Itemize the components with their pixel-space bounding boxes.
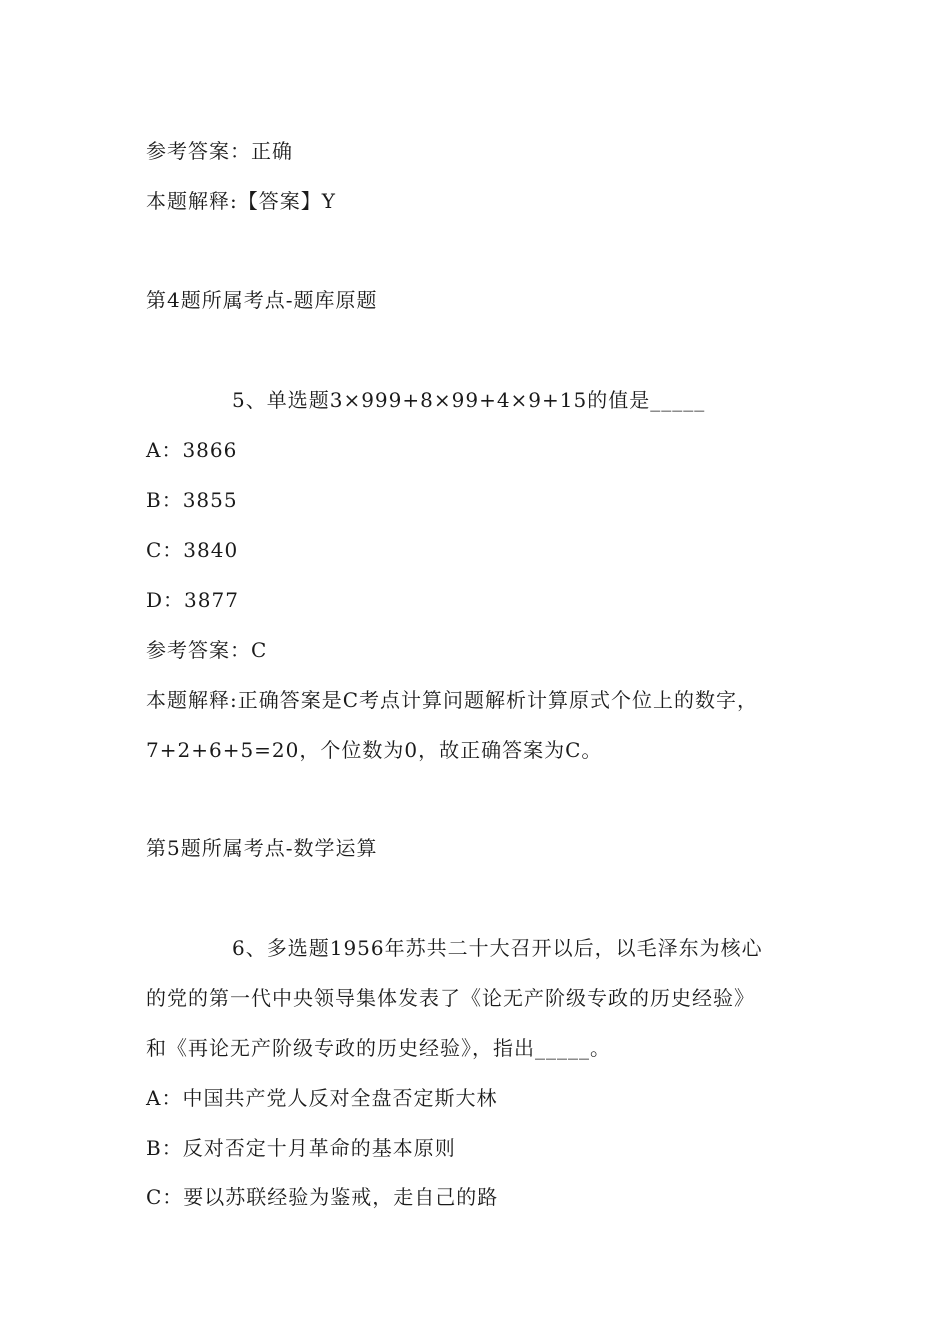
q5-option-d: D：3877 xyxy=(146,588,239,612)
q5-question: 5、单选题3×999+8×99+4×9+15的值是_____ xyxy=(232,388,706,412)
q5-explanation-line2: 7+2+6+5=20，个位数为0，故正确答案为C。 xyxy=(146,738,603,762)
q5-option-a: A：3866 xyxy=(146,438,238,462)
q4-explanation: 本题解释:【答案】Y xyxy=(146,189,336,213)
q5-explanation-line1: 本题解释:正确答案是C考点计算问题解析计算原式个位上的数字， xyxy=(146,688,759,712)
q5-topic: 第5题所属考点-数学运算 xyxy=(146,836,378,860)
q6-option-b: B：反对否定十月革命的基本原则 xyxy=(146,1136,456,1160)
q5-option-c: C：3840 xyxy=(146,538,239,562)
q6-option-c: C：要以苏联经验为鉴戒，走自己的路 xyxy=(146,1185,499,1209)
q6-option-a: A：中国共产党人反对全盘否定斯大林 xyxy=(146,1086,498,1110)
q5-answer: 参考答案：C xyxy=(146,638,268,662)
q6-question-line2: 的党的第一代中央领导集体发表了《论无产阶级专政的历史经验》 xyxy=(146,986,755,1010)
q6-question-line1: 6、多选题1956年苏共二十大召开以后，以毛泽东为核心 xyxy=(232,936,763,960)
q4-topic: 第4题所属考点-题库原题 xyxy=(146,288,378,312)
q4-answer: 参考答案：正确 xyxy=(146,139,293,163)
q6-question-line3: 和《再论无产阶级专政的历史经验》，指出_____。 xyxy=(146,1036,611,1060)
q5-option-b: B：3855 xyxy=(146,488,238,512)
